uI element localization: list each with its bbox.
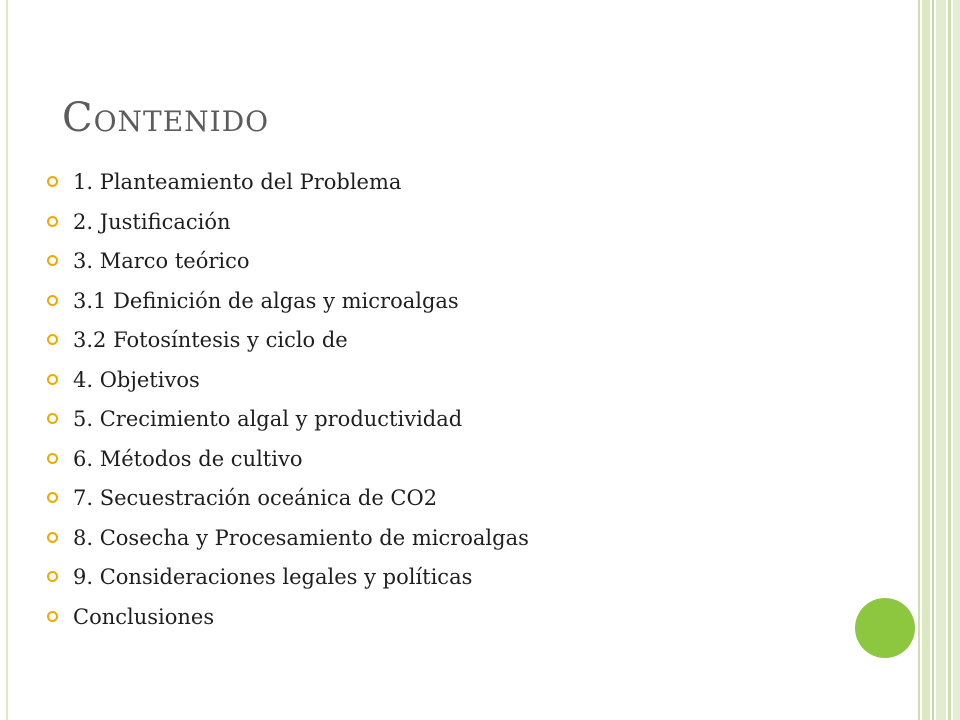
bullet-ring-icon bbox=[47, 413, 58, 424]
list-item-text: 3.2 Fotosíntesis y ciclo de bbox=[73, 328, 348, 352]
list-item-text: Conclusiones bbox=[73, 604, 215, 629]
list-item bbox=[46, 440, 529, 480]
list-item bbox=[46, 479, 529, 519]
bullet-ring-icon bbox=[47, 216, 58, 227]
bullet-ring-icon bbox=[47, 453, 58, 464]
bullet-ring-icon bbox=[47, 611, 58, 622]
decorative-stripe bbox=[918, 0, 920, 720]
list-item-text: 3. Marco teórico bbox=[73, 249, 250, 273]
decorative-stripe bbox=[936, 0, 946, 720]
bullet-ring-icon bbox=[47, 571, 58, 582]
list-item-text: 5. Crecimiento algal y productividad bbox=[73, 407, 463, 431]
list-item bbox=[46, 400, 529, 440]
list-item bbox=[46, 282, 529, 322]
list-item bbox=[46, 598, 529, 638]
list-item bbox=[46, 163, 529, 203]
list-item bbox=[46, 519, 529, 559]
bullet-ring-icon bbox=[47, 492, 58, 503]
list-item-text: 4. Objetivos bbox=[73, 367, 200, 392]
slide-title: Contenido bbox=[62, 95, 270, 141]
bullet-ring-icon bbox=[47, 334, 58, 345]
list-item-text: 3.1 Definición de algas y microalgas bbox=[73, 288, 459, 313]
decorative-stripe bbox=[932, 0, 934, 720]
list-item-text: 7. Secuestración oceánica de CO2 bbox=[73, 486, 438, 510]
list-item bbox=[46, 203, 529, 243]
bullet-ring-icon bbox=[47, 255, 58, 266]
left-border-line bbox=[6, 0, 8, 720]
list-item bbox=[46, 242, 529, 282]
decorative-stripe bbox=[953, 0, 960, 720]
bullet-ring-icon bbox=[47, 374, 58, 385]
decorative-stripe bbox=[948, 0, 951, 720]
list-item-text: 2. Justificación bbox=[73, 209, 231, 234]
bullet-ring-icon bbox=[47, 295, 58, 306]
bullet-ring-icon bbox=[47, 176, 58, 187]
list-item bbox=[46, 361, 529, 401]
list-item-text: 9. Consideraciones legales y políticas bbox=[73, 565, 473, 589]
list-item-text: 8. Cosecha y Procesamiento de microalgas bbox=[73, 525, 529, 550]
list-item-text: 1. Planteamiento del Problema bbox=[73, 170, 402, 194]
list-item bbox=[46, 321, 529, 361]
list-item bbox=[46, 558, 529, 598]
decorative-circle bbox=[855, 598, 915, 658]
list-item-text: 6. Métodos de cultivo bbox=[73, 446, 303, 471]
decorative-stripe bbox=[922, 0, 930, 720]
bullet-ring-icon bbox=[47, 532, 58, 543]
content-list bbox=[46, 163, 529, 637]
